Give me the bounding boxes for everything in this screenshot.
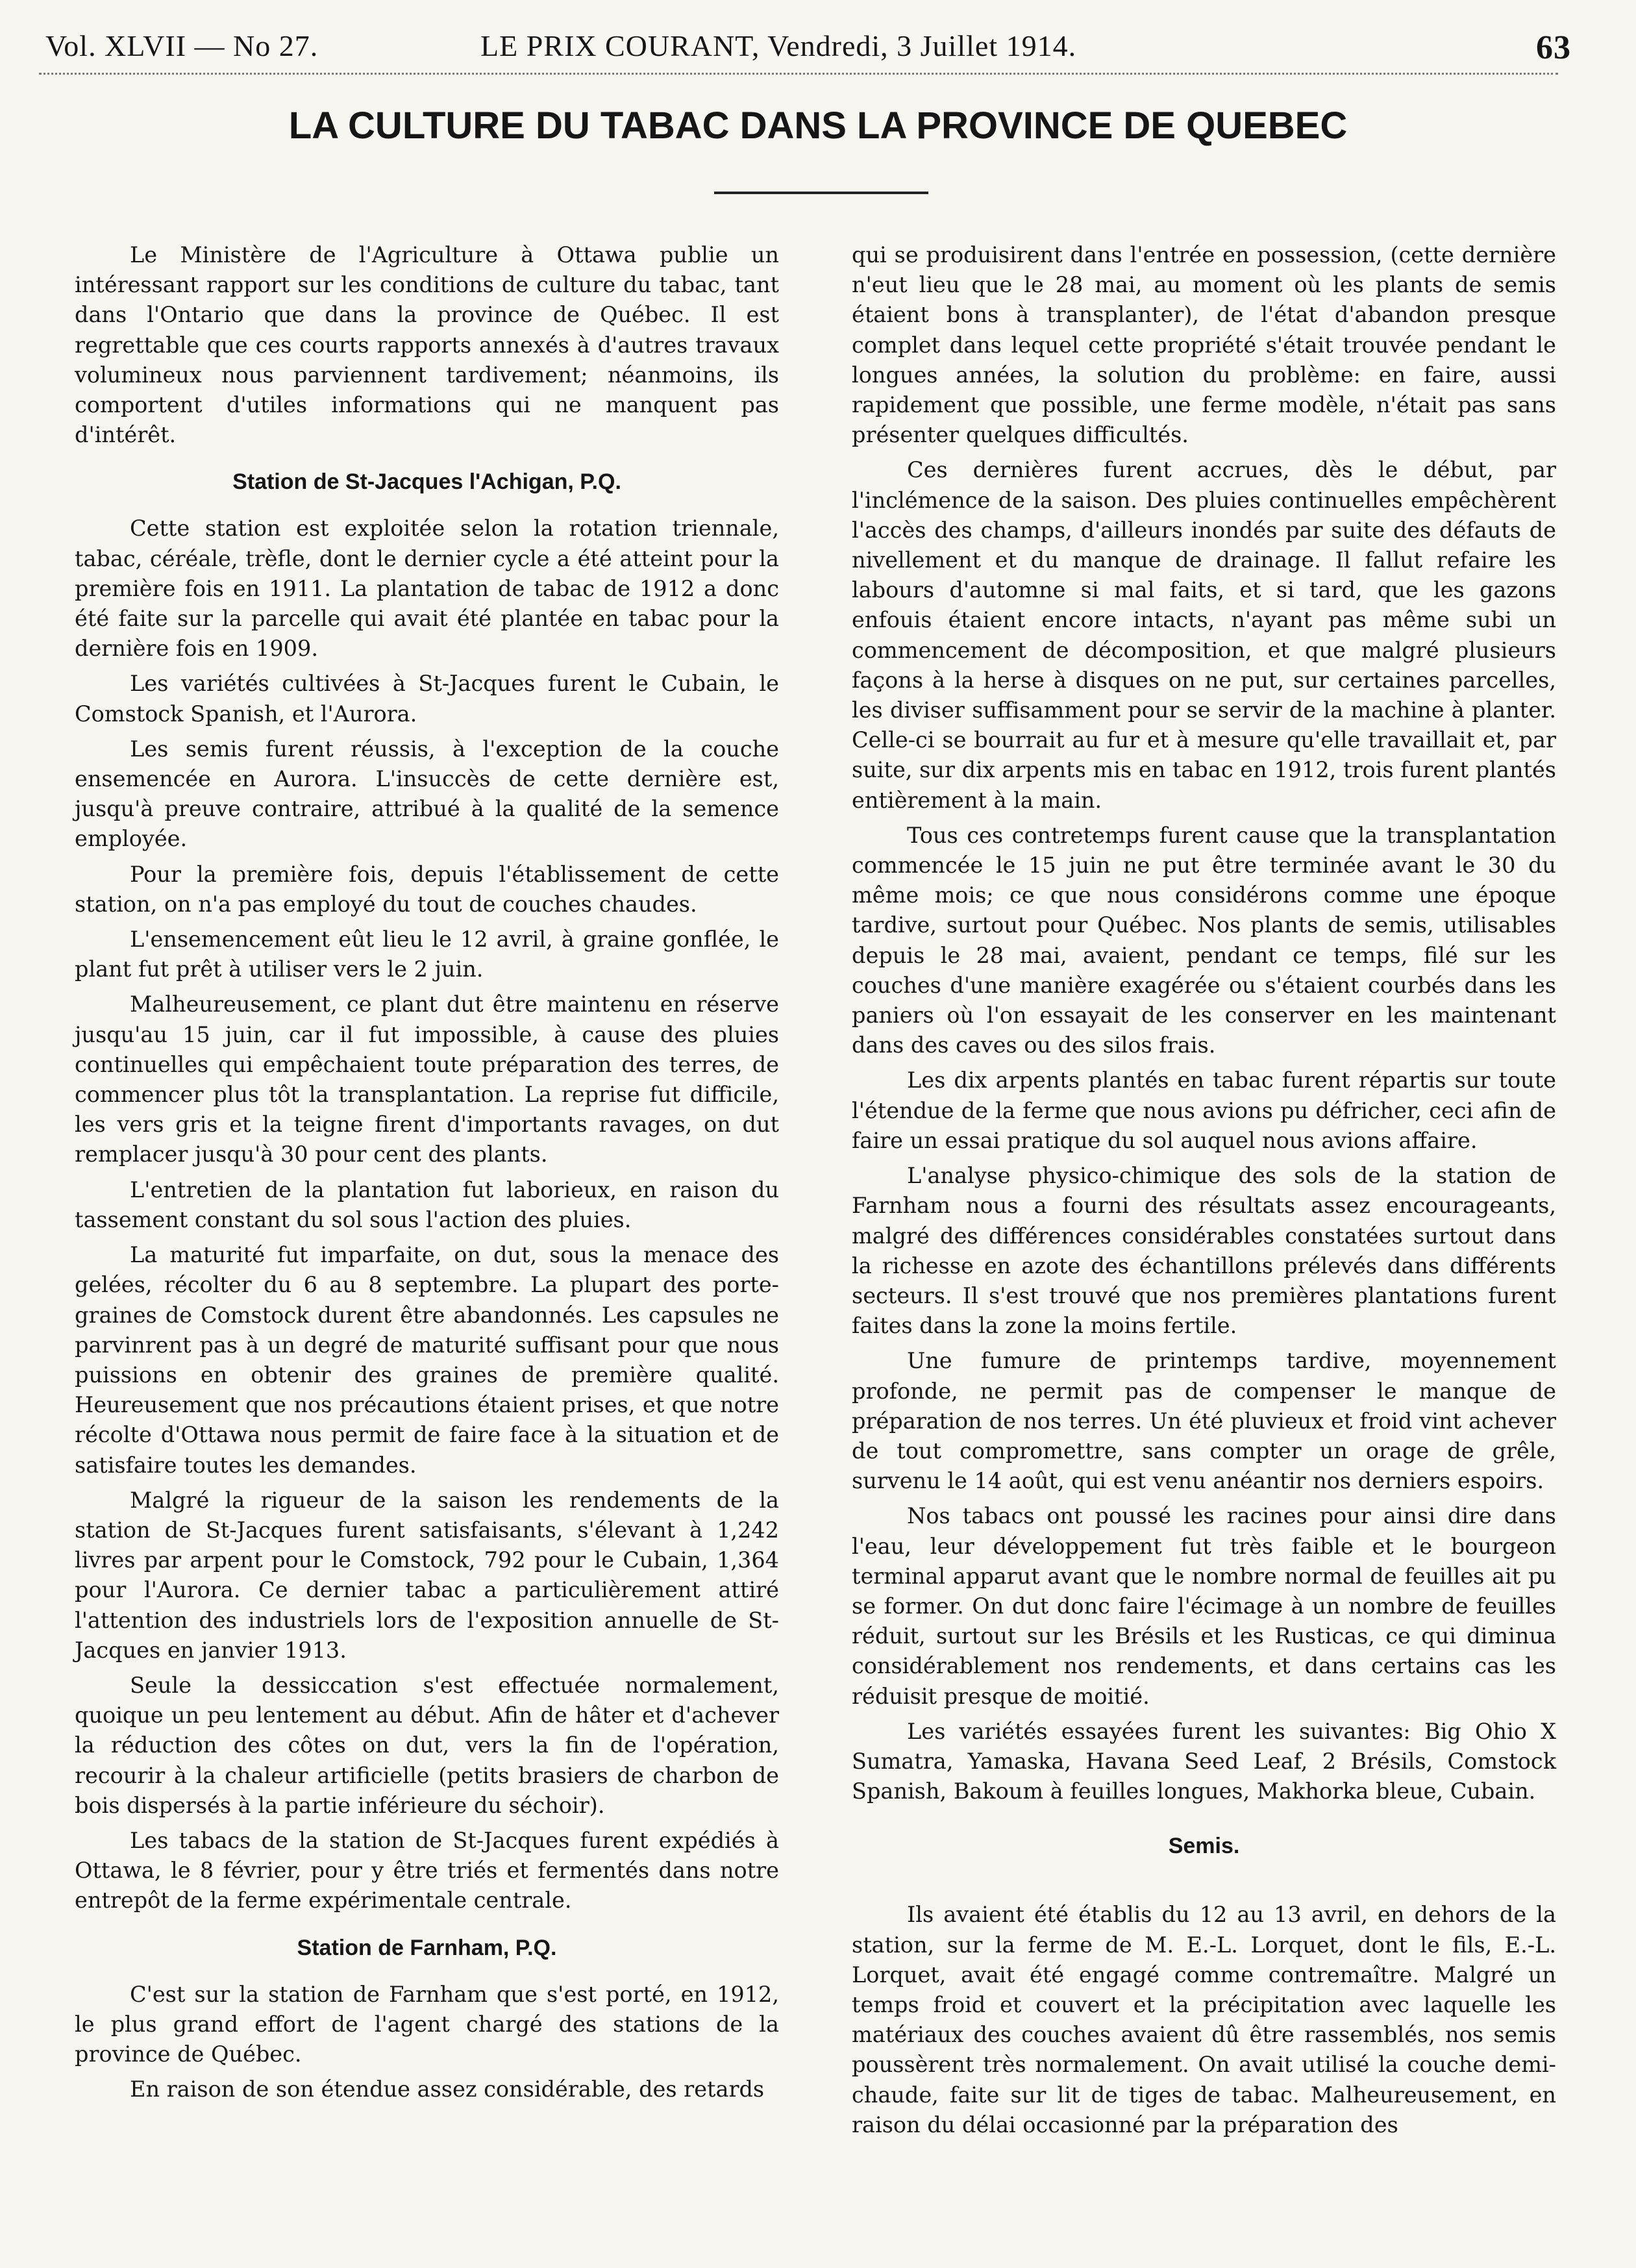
paragraph: L'entretien de la plantation fut laborieux, en raison du tassement constant du sol sous l'action des pluies. bbox=[75, 1177, 779, 1232]
paragraph: Ils avaient été établis du 12 au 13 avril, en dehors de la station, sur la ferme de M. E.-L. Lorquet, dont le fils, E.-L. Lorquet, avait été engagé comme contremaître. Malgré un temps froid et couvert et la précipitation avec laquelle les matériaux des couches avaient dû être rassemblés, nos semis poussèrent très normalement. On avait utilisé la couche demi-chaude, faite sur lit de tiges de tabac. Malheureusement, en raison du délai occasionné par la préparation des bbox=[852, 1902, 1556, 2137]
paragraph: Nos tabacs ont poussé les racines pour ainsi dire dans l'eau, leur développement fut très faible et le bourgeon terminal apparut avant que le nombre normal de feuilles ait pu se former. On dut donc faire l'écimage à un nombre de feuilles réduit, surtout sur les Brésils et les Rusticas, ce qui diminua considérablement nos rendements, et dans certains cas les réduisit presque de moitié. bbox=[852, 1503, 1556, 1709]
intro-paragraph: Le Ministère de l'Agriculture à Ottawa publie un intéressant rapport sur les conditions de culture du tabac, tant dans l'Ontario que dans la province de Québec. Il est regrettable que ces courts rapports annexés à d'autres travaux volumineux nous parviennent tardivement; néanmoins, ils comportent d'utiles informations qui ne manquent pas d'intérêt. bbox=[75, 242, 779, 448]
header-divider bbox=[39, 73, 1558, 77]
paragraph: L'analyse physico-chimique des sols de la station de Farnham nous a fourni des résultats assez encourageants, malgré des différences considérables constatées surtout dans la richesse en azote des échantillons prélevés dans différents secteurs. Il s'est trouvé que nos premières plantations furent faites dans la zone la moins fertile. bbox=[852, 1163, 1556, 1339]
section-heading-st-jacques: Station de St-Jacques l'Achigan, P.Q. bbox=[232, 469, 621, 495]
paragraph: Seule la dessiccation s'est effectuée normalement, quoique un peu lentement au début. Afin de hâter et d'achever la réduction des côtes on dut, vers la fin de l'opération, recourir à la chaleur artificielle (petits brasiers de charbon de bois dispersés à la partie inférieure du séchoir). bbox=[75, 1672, 779, 1818]
paragraph: Malgré la rigueur de la saison les rendements de la station de St-Jacques furent satisfaisants, s'élevant à 1,242 livres par arpent pour le Comstock, 792 pour le Cubain, 1,364 pour l'Aurora. Ce dernier tabac a particulièrement attiré l'attention des industriels lors de l'exposition annuelle de St-Jacques en janvier 1913. bbox=[75, 1487, 779, 1663]
paragraph-continued: qui se produisirent dans l'entrée en possession, (cette dernière n'eut lieu que le 28 mai, au moment où les plants de semis étaient bons à transplanter), de l'état d'abandon presque complet dans lequel cette propriété s'était trouvée pendant le longues années, la solution du problème: en faire, aussi rapidement que possible, une ferme modèle, n'était pas sans présenter quelques difficultés. bbox=[852, 242, 1556, 448]
paragraph: Les variétés cultivées à St-Jacques furent le Cubain, le Comstock Spanish, et l'Aurora. bbox=[75, 671, 779, 727]
section-heading-farnham: Station de Farnham, P.Q. bbox=[297, 1935, 557, 1960]
masthead bbox=[39, 14, 1571, 66]
paragraph: Tous ces contretemps furent cause que la transplantation commencée le 15 juin ne put être terminée avant le 30 du même mois; ce que nous considérons comme une époque tardive, surtout pour Québec. Nos plants de semis, utilisables depuis le 28 mai, avaient, pendant ce temps, filé sur les couches d'une manière exagérée ou s'étaient courbés dans les paniers où l'on essayait de les conserver en les maintenant dans des caves ou des silos frais. bbox=[852, 822, 1556, 1058]
paragraph: L'ensemencement eût lieu le 12 avril, à graine gonflée, le plant fut prêt à utiliser vers le 2 juin. bbox=[75, 927, 779, 982]
paragraph: C'est sur la station de Farnham que s'est porté, en 1912, le plus grand effort de l'agent chargé des stations de la province de Québec. bbox=[75, 1981, 779, 2067]
page-number: 63 bbox=[1536, 29, 1571, 66]
paragraph: Les tabacs de la station de St-Jacques furent expédiés à Ottawa, le 8 février, pour y être triés et fermentés dans notre entrepôt de la ferme expérimentale centrale. bbox=[75, 1827, 779, 1913]
paragraph: Les dix arpents plantés en tabac furent répartis sur toute l'étendue de la ferme que nous avions pu défricher, ceci afin de faire un essai pratique du sol auquel nous avions affaire. bbox=[852, 1067, 1556, 1153]
paragraph: Ces dernières furent accrues, dès le début, par l'inclémence de la saison. Des pluies continuelles empêchèrent l'accès des champs, d'ailleurs inondés par suite des défauts de nivellement et du manque de drainage. Il fallut refaire les labours d'automne si mal faits, et si tard, que les gazons enfouis étaient encore intacts, n'ayant pas même subi un commencement de décomposition, et que malgré plusieurs façons à la herse à disques on ne put, sur certaines parcelles, les diviser suffisamment pour se servir de la machine à planter. Celle-ci se bourrait au fur et à mesure qu'elle travaillait et, par suite, sur dix arpents mis en tabac en 1912, trois furent plantés entièrement à la main. bbox=[852, 457, 1556, 813]
publication-date-line: LE PRIX COURANT, Vendredi, 3 Juillet 1914. bbox=[480, 29, 1077, 62]
paragraph: Pour la première fois, depuis l'établissement de cette station, on n'a pas employé du tout de couches chaudes. bbox=[75, 861, 779, 917]
paragraph: Les variétés essayées furent les suivantes: Big Ohio X Sumatra, Yamaska, Havana Seed Leaf, 2 Brésils, Comstock Spanish, Bakoum à feuilles longues, Makhorka bleue, Cubain. bbox=[852, 1718, 1556, 1804]
left-column bbox=[75, 240, 779, 2110]
right-column bbox=[852, 240, 1556, 2145]
paragraph: Les semis furent réussis, à l'exception de la couche ensemencée en Aurora. L'insuccès de cette dernière est, jusqu'à preuve contraire, attribué à la qualité de la semence employée. bbox=[75, 736, 779, 852]
paragraph: La maturité fut imparfaite, on dut, sous la menace des gelées, récolter du 6 au 8 septembre. La plupart des porte-graines de Comstock durent être abandonnés. Les capsules ne parvinrent pas à un degré de maturité suffisant pour que nous puissions en obtenir des graines de première qualité. Heureusement que nos précautions étaient prises, et que notre récolte d'Ottawa nous permit de faire face à la situation et de satisfaire toutes les demandes. bbox=[75, 1242, 779, 1478]
paragraph: Cette station est exploitée selon la rotation triennale, tabac, céréale, trèfle, dont le dernier cycle a été atteint pour la première fois en 1911. La plantation de tabac de 1912 a donc été faite sur la parcelle qui avait été plantée en tabac pour la dernière fois en 1909. bbox=[75, 516, 779, 662]
section-heading-semis: Semis. bbox=[1168, 1834, 1240, 1859]
issue-number: Vol. XLVII — No 27. bbox=[45, 29, 319, 62]
paragraph: Une fumure de printemps tardive, moyennement profonde, ne permit pas de compenser le manque de préparation de nos terres. Un été pluvieux et froid vint achever de tout compromettre, sans compter un orage de grêle, survenu le 14 août, qui est venu anéantir nos derniers espoirs. bbox=[852, 1348, 1556, 1494]
article-title: LA CULTURE DU TABAC DANS LA PROVINCE DE QUEBEC bbox=[288, 105, 1348, 147]
paragraph: Malheureusement, ce plant dut être maintenu en réserve jusqu'au 15 juin, car il fut impossible, à cause des pluies continuelles qui empêchaient toute préparation des terres, de commencer plus tôt la transplantation. La reprise fut difficile, les vers gris et la teigne firent d'importants ravages, on dut remplacer jusqu'à 30 pour cent des plants. bbox=[75, 991, 779, 1167]
paragraph: En raison de son étendue assez considérable, des retards bbox=[130, 2076, 765, 2102]
title-underline bbox=[714, 192, 928, 194]
